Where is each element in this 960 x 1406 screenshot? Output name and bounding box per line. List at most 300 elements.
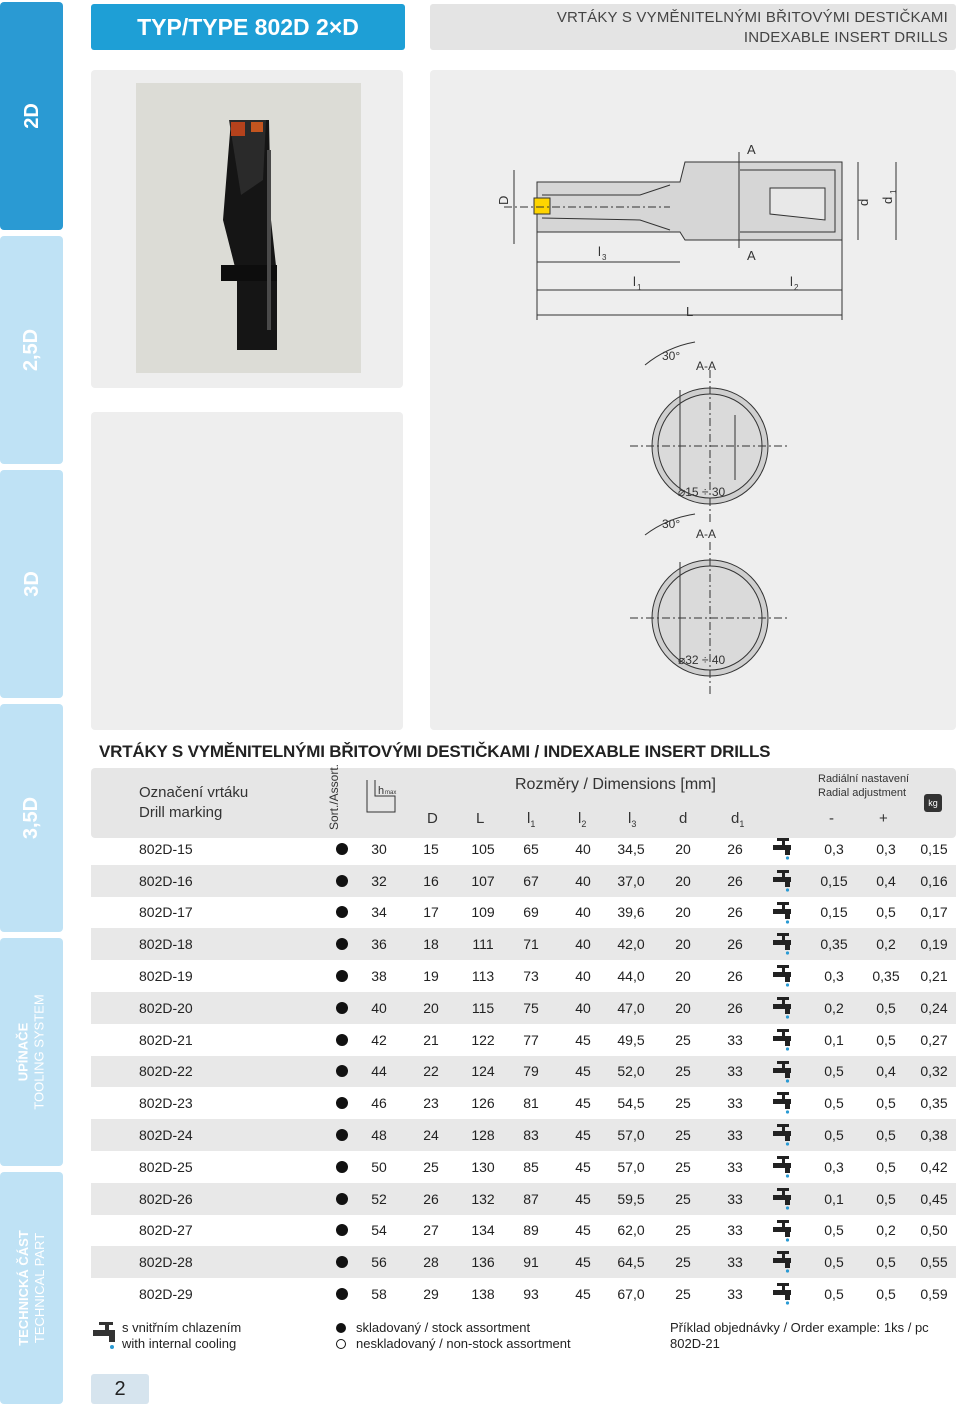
cooling-tap-icon	[771, 901, 795, 925]
cell-minus: 0,15	[820, 904, 848, 921]
cooling-tap-icon	[771, 1091, 795, 1115]
cell-m: 802D-28	[139, 1254, 193, 1271]
side-tab-3-5d[interactable]	[0, 704, 63, 932]
th-plus: +	[879, 810, 888, 827]
insert-icon	[231, 122, 245, 136]
cell-e: 33	[727, 1222, 743, 1239]
cell-l2: 85	[523, 1158, 539, 1175]
th-l3	[628, 810, 636, 829]
th-L: L	[476, 810, 485, 827]
th-radial-en: Radial adjustment	[818, 787, 907, 799]
cell-l3: 45	[575, 1190, 591, 1207]
stock-cell	[331, 1087, 353, 1119]
table-row	[91, 1087, 956, 1119]
cell-D: 38	[371, 968, 387, 985]
stock-cell	[331, 960, 353, 992]
th-d1-sub: 1	[739, 819, 745, 829]
cell-l2: 79	[523, 1063, 539, 1080]
cell-minus: 0,1	[824, 1190, 844, 1207]
cooling-tap-icon	[771, 1282, 795, 1306]
cell-l1: 122	[471, 1031, 495, 1048]
cell-minus: 0,1	[824, 1031, 844, 1048]
side-tab-label: 3,5D	[20, 796, 43, 840]
th-dimensions: Rozměry / Dimensions [mm]	[515, 776, 716, 793]
cell-l3: 45	[575, 1063, 591, 1080]
cooling-tap-icon	[771, 837, 795, 861]
cooling-tap-icon	[771, 1060, 795, 1084]
cell-l3: 40	[575, 936, 591, 953]
cell-L: 18	[423, 936, 439, 953]
cell-d1: 25	[675, 1031, 691, 1048]
cell-l3: 45	[575, 1031, 591, 1048]
cell-l2: 71	[523, 936, 539, 953]
cell-plus: 0,3	[876, 840, 896, 857]
cell-e: 26	[727, 999, 743, 1016]
label-d1: d	[880, 196, 895, 204]
label-l2-sub: 2	[794, 283, 799, 292]
drill-highlight	[267, 150, 271, 330]
side-tab-line1: TECHNICKÁ ČÁST	[15, 1230, 31, 1346]
th-l3-sub: 3	[631, 819, 637, 829]
cell-D: 44	[371, 1063, 387, 1080]
cell-kg: 0,27	[920, 1031, 948, 1048]
cell-kg: 0,50	[920, 1222, 948, 1239]
cell-D: 32	[371, 872, 387, 889]
stock-dot-icon	[336, 1002, 348, 1014]
label-D: D	[496, 195, 511, 205]
th-l1-label: l	[527, 810, 531, 827]
cell-L: 22	[423, 1063, 439, 1080]
cell-L: 26	[423, 1190, 439, 1207]
label-d: d	[856, 198, 871, 206]
label-angle-1: 30°	[662, 349, 681, 363]
cell-D: 40	[371, 999, 387, 1016]
legend-nonstock: neskladovaný / non-stock assortment	[356, 1336, 571, 1351]
cell-L: 28	[423, 1254, 439, 1271]
cell-D: 36	[371, 936, 387, 953]
cell-l3: 45	[575, 1095, 591, 1112]
cell-d: 44,0	[617, 968, 645, 985]
cell-m: 802D-26	[139, 1190, 193, 1207]
cell-d: 54,5	[617, 1095, 645, 1112]
cell-l2: 91	[523, 1254, 539, 1271]
cell-D: 54	[371, 1222, 387, 1239]
th-radial-cz: Radiální nastavení	[818, 773, 910, 785]
cell-kg: 0,38	[920, 1127, 948, 1144]
photo-panel	[91, 70, 403, 388]
cell-l1: 113	[471, 968, 495, 985]
cell-kg: 0,55	[920, 1254, 948, 1271]
cell-d: 49,5	[617, 1031, 645, 1048]
cell-L: 24	[423, 1127, 439, 1144]
label-L: L	[686, 304, 694, 319]
stock-dot-icon	[336, 1193, 348, 1205]
label-A-bottom: A	[747, 248, 756, 263]
hmax-icon	[361, 778, 401, 814]
header-title-cz: VRTÁKY S VYMĚNITELNÝMI BŘITOVÝMI DESTIČKAMI	[556, 9, 948, 26]
cell-l2: 69	[523, 904, 539, 921]
cell-l2: 93	[523, 1286, 539, 1303]
cell-L: 23	[423, 1095, 439, 1112]
table-row	[91, 1151, 956, 1183]
cell-l1: 134	[471, 1222, 495, 1239]
stock-cell	[331, 897, 353, 929]
stock-dot-icon	[336, 1288, 348, 1300]
cooling-tap-icon	[771, 932, 795, 956]
th-l1	[527, 810, 535, 829]
table-row	[91, 992, 956, 1024]
cell-m: 802D-27	[139, 1222, 193, 1239]
cell-e: 26	[727, 968, 743, 985]
cell-plus: 0,5	[876, 999, 896, 1016]
table-row	[91, 833, 956, 865]
stock-dot-icon	[336, 1161, 348, 1173]
stock-dot-icon	[336, 1097, 348, 1109]
cell-L: 27	[423, 1222, 439, 1239]
cell-l3: 40	[575, 904, 591, 921]
cell-minus: 0,5	[824, 1286, 844, 1303]
stock-dot-icon	[336, 970, 348, 982]
th-l2-label: l	[578, 810, 582, 827]
cell-plus: 0,4	[876, 1063, 896, 1080]
cell-l1: 126	[471, 1095, 495, 1112]
th-l3-label: l	[628, 810, 632, 827]
legend-stock: skladovaný / stock assortment	[356, 1320, 531, 1335]
stock-cell	[331, 1119, 353, 1151]
table-row	[91, 1246, 956, 1278]
stock-cell	[331, 1215, 353, 1247]
cell-l2: 83	[523, 1127, 539, 1144]
cell-kg: 0,45	[920, 1190, 948, 1207]
cell-D: 46	[371, 1095, 387, 1112]
stock-cell	[331, 1056, 353, 1088]
cell-l1: 138	[471, 1286, 495, 1303]
table-row	[91, 865, 956, 897]
cell-l3: 45	[575, 1127, 591, 1144]
cell-e: 33	[727, 1190, 743, 1207]
cell-kg: 0,35	[920, 1095, 948, 1112]
cell-minus: 0,3	[824, 1158, 844, 1175]
table-row	[91, 1119, 956, 1151]
cell-d1: 25	[675, 1222, 691, 1239]
cell-d: 42,0	[617, 936, 645, 953]
cooling-tap-icon	[771, 996, 795, 1020]
cell-e: 33	[727, 1095, 743, 1112]
cell-plus: 0,2	[876, 936, 896, 953]
cell-m: 802D-16	[139, 872, 193, 889]
stock-dot-icon	[336, 1129, 348, 1141]
stock-dot-icon	[336, 1224, 348, 1236]
cell-e: 26	[727, 872, 743, 889]
cell-L: 29	[423, 1286, 439, 1303]
section-title: VRTÁKY S VYMĚNITELNÝMI BŘITOVÝMI DESTIČKAMI / INDEXABLE INSERT DRILLS	[99, 742, 771, 761]
cell-d1: 25	[675, 1095, 691, 1112]
th-sort: Sort./Assort.	[327, 763, 341, 830]
cell-l3: 40	[575, 968, 591, 985]
cell-m: 802D-20	[139, 999, 193, 1016]
cell-kg: 0,42	[920, 1158, 948, 1175]
cell-minus: 0,3	[824, 840, 844, 857]
hmax-label: h	[378, 785, 385, 797]
cell-kg: 0,16	[920, 872, 948, 889]
th-l2	[578, 810, 586, 829]
side-tab-label: 2,5D	[20, 328, 43, 372]
side-tab-label	[16, 994, 48, 1109]
cell-minus: 0,15	[820, 872, 848, 889]
cell-l1: 132	[471, 1190, 495, 1207]
page-number: 2	[91, 1374, 149, 1404]
cell-plus: 0,5	[876, 1286, 896, 1303]
th-d1-label: d	[731, 810, 740, 827]
cell-e: 33	[727, 1158, 743, 1175]
header-title-en: INDEXABLE INSERT DRILLS	[743, 29, 948, 46]
legend-cooling-en: with internal cooling	[122, 1336, 237, 1351]
table-row	[91, 1056, 956, 1088]
cell-l3: 45	[575, 1222, 591, 1239]
stock-dot-icon	[336, 843, 348, 855]
cell-d1: 20	[675, 904, 691, 921]
cell-d1: 25	[675, 1190, 691, 1207]
photo-panel-empty	[91, 412, 403, 730]
cell-d: 37,0	[617, 872, 645, 889]
cell-plus: 0,2	[876, 1222, 896, 1239]
cell-e: 26	[727, 840, 743, 857]
cell-e: 26	[727, 904, 743, 921]
cell-L: 15	[423, 840, 439, 857]
cell-d: 57,0	[617, 1127, 645, 1144]
cooling-tap-icon	[771, 869, 795, 893]
side-tab-tooling[interactable]	[0, 938, 63, 1166]
table-row	[91, 960, 956, 992]
cell-e: 33	[727, 1031, 743, 1048]
cell-l3: 45	[575, 1254, 591, 1271]
th-D: D	[427, 810, 438, 827]
cell-m: 802D-24	[139, 1127, 193, 1144]
cell-l1: 130	[471, 1158, 495, 1175]
legend-cooling	[122, 1320, 241, 1352]
cell-l3: 40	[575, 840, 591, 857]
cell-kg: 0,21	[920, 968, 948, 985]
cell-D: 56	[371, 1254, 387, 1271]
side-tab-label: 2D	[20, 103, 43, 129]
table-row	[91, 1278, 956, 1310]
technical-drawing	[430, 70, 956, 730]
cell-L: 19	[423, 968, 439, 985]
cell-d: 57,0	[617, 1158, 645, 1175]
cooling-tap-icon	[771, 1155, 795, 1179]
cell-l2: 75	[523, 999, 539, 1016]
cooling-tap-icon	[771, 1123, 795, 1147]
cell-plus: 0,5	[876, 1158, 896, 1175]
cooling-tap-icon	[771, 1028, 795, 1052]
cell-minus: 0,5	[824, 1063, 844, 1080]
cell-minus: 0,5	[824, 1127, 844, 1144]
side-tab-line1: UPÍNAČE	[15, 1022, 31, 1082]
cell-D: 52	[371, 1190, 387, 1207]
type-title: TYP/TYPE 802D 2×D	[91, 4, 405, 50]
cell-e: 33	[727, 1286, 743, 1303]
cell-minus: 0,2	[824, 999, 844, 1016]
stock-cell	[331, 1246, 353, 1278]
cell-L: 17	[423, 904, 439, 921]
cell-L: 20	[423, 999, 439, 1016]
cell-D: 48	[371, 1127, 387, 1144]
cell-d1: 25	[675, 1286, 691, 1303]
cooling-tap-icon	[771, 1250, 795, 1274]
cell-l2: 89	[523, 1222, 539, 1239]
cooling-tap-icon	[771, 1219, 795, 1243]
stock-cell	[331, 833, 353, 865]
table-row	[91, 897, 956, 929]
cell-m: 802D-17	[139, 904, 193, 921]
cell-d: 67,0	[617, 1286, 645, 1303]
cell-l3: 40	[575, 872, 591, 889]
legend-cooling-cz: s vnitřním chlazením	[122, 1320, 242, 1335]
cell-d: 59,5	[617, 1190, 645, 1207]
cell-m: 802D-29	[139, 1286, 193, 1303]
cell-l3: 45	[575, 1286, 591, 1303]
cell-L: 21	[423, 1031, 439, 1048]
table-row	[91, 928, 956, 960]
stock-cell	[331, 1183, 353, 1215]
cell-d: 47,0	[617, 999, 645, 1016]
label-angle-2: 30°	[662, 517, 681, 531]
cell-plus: 0,5	[876, 1254, 896, 1271]
cell-d: 64,5	[617, 1254, 645, 1271]
cell-l1: 111	[472, 936, 494, 953]
cell-l1: 128	[471, 1127, 495, 1144]
cell-L: 16	[423, 872, 439, 889]
insert-icon	[251, 122, 263, 132]
drill-photo	[91, 70, 403, 388]
cell-l2: 77	[523, 1031, 539, 1048]
cell-plus: 0,35	[872, 968, 900, 985]
label-l3: l	[598, 244, 601, 259]
label-l1-sub: 1	[637, 283, 642, 292]
cell-plus: 0,5	[876, 1190, 896, 1207]
stock-dot-icon	[336, 938, 348, 950]
cell-d: 52,0	[617, 1063, 645, 1080]
side-tab-2d[interactable]	[0, 2, 63, 230]
cell-e: 33	[727, 1127, 743, 1144]
cell-D: 50	[371, 1158, 387, 1175]
cell-L: 25	[423, 1158, 439, 1175]
hmax-symbol-icon	[361, 778, 401, 814]
cell-plus: 0,5	[876, 904, 896, 921]
th-l2-sub: 2	[581, 819, 587, 829]
cell-d1: 25	[675, 1254, 691, 1271]
stock-cell	[331, 992, 353, 1024]
cell-m: 802D-15	[139, 840, 193, 857]
cell-kg: 0,19	[920, 936, 948, 953]
th-marking-cz: Označení vrtáku	[139, 784, 249, 801]
technical-drawing-panel	[430, 70, 956, 730]
cell-l1: 124	[471, 1063, 495, 1080]
cell-l2: 73	[523, 968, 539, 985]
cell-m: 802D-18	[139, 936, 193, 953]
cell-l1: 109	[471, 904, 495, 921]
stock-cell	[331, 865, 353, 897]
cell-l2: 67	[523, 872, 539, 889]
th-d: d	[679, 810, 688, 827]
nonstock-dot-icon	[336, 1339, 346, 1349]
cell-l3: 40	[575, 999, 591, 1016]
cooling-tap-icon	[771, 964, 795, 988]
cell-e: 26	[727, 936, 743, 953]
cell-minus: 0,5	[824, 1222, 844, 1239]
stock-cell	[331, 1278, 353, 1310]
stock-dot-icon	[336, 1065, 348, 1077]
header-banner	[430, 4, 956, 50]
weight-icon: kg	[924, 794, 942, 812]
cell-kg: 0,15	[920, 840, 948, 857]
stock-dot-icon	[336, 875, 348, 887]
cell-plus: 0,5	[876, 1095, 896, 1112]
stock-cell	[331, 1024, 353, 1056]
cell-l2: 87	[523, 1190, 539, 1207]
th-marking-en: Drill marking	[139, 804, 223, 821]
cell-kg: 0,32	[920, 1063, 948, 1080]
cell-minus: 0,3	[824, 968, 844, 985]
side-tab-line2: TECHNICAL PART	[31, 1232, 47, 1344]
side-tab-line2: TOOLING SYSTEM	[31, 994, 47, 1110]
cell-kg: 0,59	[920, 1286, 948, 1303]
cell-plus: 0,5	[876, 1031, 896, 1048]
cell-m: 802D-21	[139, 1031, 193, 1048]
cell-d: 34,5	[617, 840, 645, 857]
th-d1	[731, 810, 744, 829]
cell-minus: 0,35	[820, 936, 848, 953]
stock-dot-icon	[336, 1323, 346, 1333]
th-l1-sub: 1	[530, 819, 536, 829]
cell-d1: 25	[675, 1127, 691, 1144]
cell-l1: 107	[471, 872, 495, 889]
stock-dot-icon	[336, 1256, 348, 1268]
cell-D: 34	[371, 904, 387, 921]
label-section-2: A-A	[696, 527, 717, 541]
stock-dot-icon	[336, 906, 348, 918]
side-tab-label	[16, 1230, 48, 1346]
cell-m: 802D-22	[139, 1063, 193, 1080]
side-tab-technical[interactable]	[0, 1172, 63, 1404]
cell-m: 802D-25	[139, 1158, 193, 1175]
label-section-1: A-A	[696, 359, 717, 373]
order-example: Příklad objednávky / Order example: 1ks / pc 802D-21	[670, 1320, 929, 1351]
table-row	[91, 1183, 956, 1215]
cell-d1: 25	[675, 1063, 691, 1080]
cell-D: 58	[371, 1286, 387, 1303]
table-row	[91, 1215, 956, 1247]
label-l1: l	[633, 274, 636, 289]
cooling-tap-icon	[771, 1187, 795, 1211]
cell-l3: 45	[575, 1158, 591, 1175]
label-range-1: ⌀15 ÷ 30	[678, 485, 726, 499]
cell-D: 30	[371, 840, 387, 857]
side-tab-3d[interactable]	[0, 470, 63, 698]
side-tab-label: 3D	[20, 571, 43, 597]
cell-d1: 20	[675, 968, 691, 985]
cell-l1: 136	[471, 1254, 495, 1271]
cell-plus: 0,4	[876, 872, 896, 889]
hmax-sub: max	[385, 790, 397, 796]
cell-m: 802D-23	[139, 1095, 193, 1112]
cell-minus: 0,5	[824, 1095, 844, 1112]
side-tab-2-5d[interactable]	[0, 236, 63, 464]
cell-l2: 65	[523, 840, 539, 857]
stock-cell	[331, 1151, 353, 1183]
cell-e: 33	[727, 1254, 743, 1271]
cell-l1: 115	[471, 999, 495, 1016]
